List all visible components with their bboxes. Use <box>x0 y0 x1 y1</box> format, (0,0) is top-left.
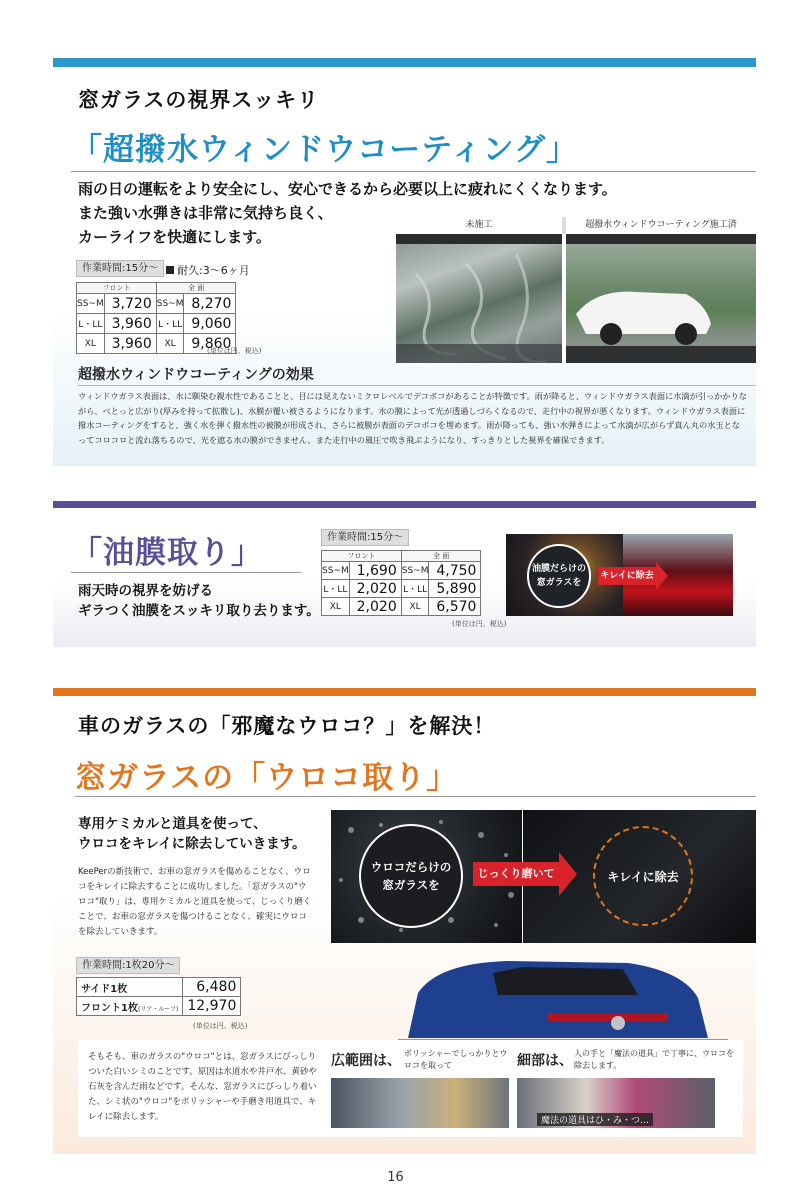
table-row <box>77 314 236 334</box>
size-cell: XL <box>77 334 105 354</box>
arrow-head-icon <box>656 562 668 590</box>
section-accent-bar <box>53 688 756 696</box>
price-cell: 6,480 <box>183 978 241 997</box>
size-cell: L・LL <box>77 314 105 334</box>
bubble-text: キレイに除去 <box>607 869 679 884</box>
effect-text: ウィンドウガラス表面は、水に馴染む親水性であることと、目には見えないミクロレベルでデコボコがあることが特徴です。雨が降ると、ウィンドウガラス表面に水滴が引っかかりながら、べとっと広がり(厚みを持って拡散し)、水膜が覆い被さるようになります。水の膜によって光が透過しづらくなるので、走行中の視界が悪くなります。ウィンドウガラス表面に撥水コーティングをすると、強く水を弾く撥水性の被膜が形成され、さらに被膜が表面のデコボコを埋めます。雨が降っても、強い水弾きによって水滴が広がらず真ん丸の水玉となってコロコロと流れ落ちるので、光を遮る水の膜ができません。また走行中の風圧で吹き飛ぶようになり、すっきりとした視界を確保できます。 <box>78 391 747 445</box>
price-note: (リア・ルーフ) <box>137 1005 179 1013</box>
clean-result-bubble <box>593 826 693 926</box>
divider <box>75 796 756 797</box>
square-icon <box>166 266 174 274</box>
price-cell: 5,890 <box>429 580 481 598</box>
oily-glass-bubble <box>527 544 591 608</box>
section-accent-bar <box>53 58 756 67</box>
price-label-text: フロント1枚 <box>81 1002 138 1014</box>
before-photo <box>396 234 562 363</box>
detail-text: 人の手と「魔法の道具」で丁寧に、ウロコを除去します。 <box>574 1049 734 1070</box>
table-row <box>77 997 241 1016</box>
price-cell: 6,570 <box>429 598 481 616</box>
section-title: 窓ガラスの「ウロコ取り」 <box>75 760 459 796</box>
work-time-tag: 作業時間:15分〜 <box>321 529 409 546</box>
price-cell: 3,960 <box>104 314 156 334</box>
price-cell: 3,960 <box>104 334 156 354</box>
price-table <box>76 282 236 354</box>
unit-note: (単位は円、税込) <box>193 1022 248 1030</box>
price-cell: 2,020 <box>349 580 401 598</box>
table-row <box>322 562 481 580</box>
size-cell: L・LL <box>401 580 429 598</box>
coating-section <box>53 58 756 466</box>
lead-line-2: ギラつく油膜をスッキリ取り去ります。 <box>78 603 320 619</box>
front-header: フロント <box>77 283 157 294</box>
work-time-tag: 作業時間:1枚20分〜 <box>76 957 180 974</box>
all-header: 全 面 <box>156 283 236 294</box>
section-subtitle: 車のガラスの「邪魔なウロコ？」を解決！ <box>78 714 496 738</box>
price-cell: 8,270 <box>184 294 236 314</box>
section-title: 「油膜取り」 <box>71 535 263 571</box>
scale-removal-section <box>53 688 756 1154</box>
remove-arrow: キレイに除去 <box>598 567 656 585</box>
work-time-tag: 作業時間:15分〜 <box>76 260 164 277</box>
all-header: 全 面 <box>401 551 481 562</box>
front-header: フロント <box>322 551 402 562</box>
price-cell: 1,690 <box>349 562 401 580</box>
price-cell: 9,060 <box>184 314 236 334</box>
scaly-glass-bubble <box>359 824 463 928</box>
polish-arrow: じっくり磨いて <box>473 862 559 886</box>
bubble-line-1: ウロコだらけの <box>370 860 452 874</box>
lead-line-1: 専用ケミカルと道具を使って、 <box>78 816 267 832</box>
after-photo <box>566 234 756 363</box>
bubble-line-2: 窓ガラスを <box>536 578 582 588</box>
section-title: 「超撥水ウィンドウコーティング」 <box>71 132 579 168</box>
price-label <box>77 997 183 1016</box>
section-accent-bar <box>53 501 756 508</box>
scale-note: そもそも、車のガラスの"ウロコ"とは、窓ガラスにびっしりついた白いシミのことです。原因は水道水や井戸水、黄砂や石灰を含んだ雨などです。そんな、窓ガラスにびっしり着いた、シミ状の"ウロコ"をポリッシャーや手磨き用道具で、キレイに除去します。 <box>88 1052 317 1122</box>
size-cell: XL <box>401 598 429 616</box>
price-cell: 4,750 <box>429 562 481 580</box>
info-panel <box>78 1040 743 1137</box>
price-label <box>77 978 183 997</box>
bubble-line-1: 油膜だらけの <box>531 564 586 574</box>
bubble-line-2: 窓ガラスを <box>382 878 440 892</box>
section-subtitle: 窓ガラスの視界スッキリ <box>78 88 320 112</box>
price-cell: 9,860 <box>184 334 236 354</box>
size-cell: XL <box>322 598 350 616</box>
price-label-text: サイド1枚 <box>81 983 128 995</box>
detail-title: 細部は、 <box>517 1053 573 1069</box>
unit-note: (単位は円、税込) <box>207 347 262 355</box>
arrow-head-icon <box>559 852 577 896</box>
after-label: 超撥水ウィンドウコーティング施工済 <box>566 217 756 234</box>
wide-area-title: 広範囲は、 <box>331 1053 401 1069</box>
before-after-photo <box>396 217 756 363</box>
body-text: KeePerの新技術で、お車の窓ガラスを傷めることなく、ウロコをキレイに除去することに成功しました。「窓ガラスの"ウロコ"取り」は、専用ケミカルと道具を使って、じっくり磨くことで、お車の窓ガラスを傷つけることなく、確実にウロコを除去していきます。 <box>78 867 312 937</box>
table-row <box>77 978 241 997</box>
size-cell: L・LL <box>322 580 350 598</box>
oil-film-section <box>53 501 756 647</box>
hand-tool-photo <box>517 1078 715 1128</box>
durability-text: 耐久:3〜6ヶ月 <box>177 264 250 277</box>
price-cell: 3,720 <box>104 294 156 314</box>
divider <box>71 171 756 172</box>
wide-area-text: ポリッシャーでしっかりとウロコを取って <box>404 1049 508 1070</box>
lead-line-1: 雨の日の運転をより安全にし、安心できるから必要以上に疲れにくくなります。 <box>78 180 617 198</box>
table-row <box>322 580 481 598</box>
size-cell: SS~M <box>77 294 105 314</box>
polisher-photo <box>331 1078 509 1128</box>
before-label: 未施工 <box>396 217 562 234</box>
size-cell: SS~M <box>401 562 429 580</box>
lead-line-1: 雨天時の視界を妨げる <box>78 583 213 599</box>
lead-line-3: カーライフを快適にします。 <box>78 228 271 246</box>
effect-title: 超撥水ウィンドウコーティングの効果 <box>78 367 314 383</box>
page-number: 16 <box>387 1170 404 1185</box>
price-table <box>321 550 481 616</box>
divider <box>71 572 301 573</box>
oil-film-photo <box>506 534 733 616</box>
size-cell: L・LL <box>156 314 184 334</box>
magic-caption: 魔法の道具はひ・み・つ… <box>537 1113 653 1126</box>
price-cell: 2,020 <box>349 598 401 616</box>
lead-line-2: ウロコをキレイに除去していきます。 <box>78 836 306 852</box>
price-table <box>76 977 241 1016</box>
size-cell: SS~M <box>156 294 184 314</box>
price-cell: 12,970 <box>183 997 241 1016</box>
table-row <box>322 598 481 616</box>
table-row <box>77 294 236 314</box>
size-cell: SS~M <box>322 562 350 580</box>
divider <box>78 385 756 386</box>
unit-note: (単位は円、税込) <box>452 620 507 628</box>
durability <box>166 262 250 278</box>
lead-line-2: また強い水弾きは非常に気持ち良く、 <box>78 204 333 222</box>
car-image <box>398 953 728 1043</box>
size-cell: XL <box>156 334 184 354</box>
